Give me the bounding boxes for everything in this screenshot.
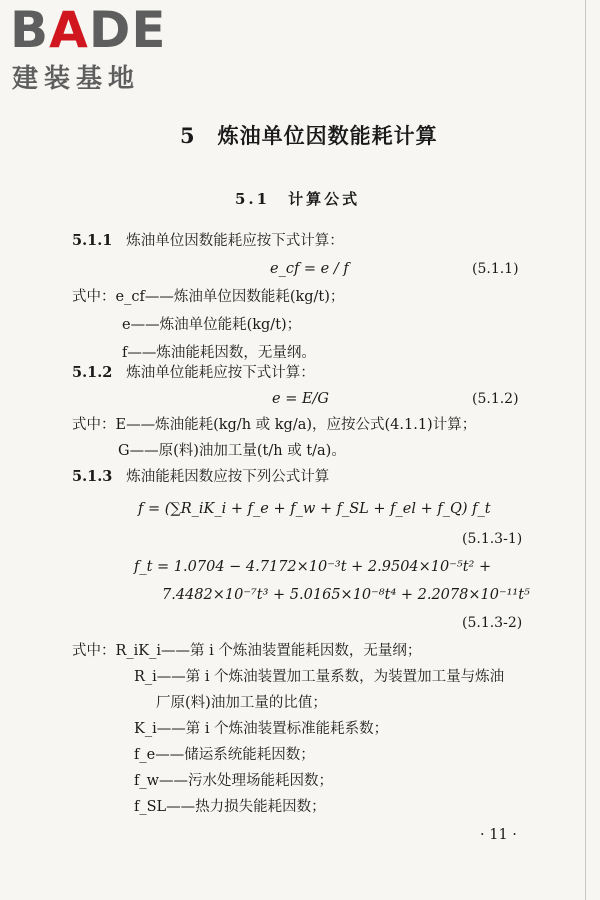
clause-text: 炼油单位能耗应按下式计算： bbox=[126, 365, 315, 381]
where-line: 式中：E——炼油能耗(kg/h 或 kg/a)，应按公式(4.1.1)计算； bbox=[72, 417, 477, 433]
equation-label: (5.1.1) bbox=[472, 261, 519, 277]
where-line: R_i——第 i 个炼油装置加工量系数，为装置加工量与炼油 bbox=[134, 669, 505, 685]
where-line: f_w——污水处理场能耗因数； bbox=[134, 773, 334, 789]
equation-5-1-3-2-line2: 7.4482×10⁻⁷t³ + 5.0165×10⁻⁸t⁴ + 2.2078×10⁻¹¹t⁵ bbox=[162, 587, 530, 603]
page-number: · 11 · bbox=[480, 827, 517, 843]
where-line: e——炼油单位能耗(kg/t)； bbox=[122, 317, 302, 333]
clause-5-1-3 bbox=[72, 468, 329, 486]
equation-label: (5.1.2) bbox=[472, 391, 519, 407]
equation-5-1-1: e_cf = e / f bbox=[270, 261, 349, 277]
clause-number: 5.1.1 bbox=[72, 232, 113, 249]
bade-logo: BADE bbox=[10, 1, 167, 59]
clause-5-1-1 bbox=[72, 232, 344, 250]
where-line: 式中：R_iK_i——第 i 个炼油装置能耗因数，无量纲； bbox=[72, 643, 422, 659]
where-line: K_i——第 i 个炼油装置标准能耗系数； bbox=[134, 721, 389, 737]
chapter-title: 5 炼油单位因数能耗计算 bbox=[180, 123, 438, 148]
clause-text: 炼油单位因数能耗应按下式计算： bbox=[126, 233, 344, 249]
section-title: 5.1 计算公式 bbox=[235, 190, 361, 208]
equation-label: (5.1.3-2) bbox=[462, 615, 523, 631]
where-line: 厂原(料)油加工量的比值； bbox=[156, 695, 327, 711]
scan-edge-divider bbox=[585, 0, 586, 900]
where-line: f_e——储运系统能耗因数； bbox=[134, 747, 315, 763]
clause-number: 5.1.2 bbox=[72, 364, 113, 381]
where-line: 式中：e_cf——炼油单位因数能耗(kg/t)； bbox=[72, 289, 345, 305]
where-line: f_SL——热力损失能耗因数； bbox=[134, 799, 326, 815]
clause-text: 炼油能耗因数应按下列公式计算 bbox=[126, 469, 330, 485]
equation-5-1-2: e = E/G bbox=[272, 391, 330, 407]
equation-label: (5.1.3-1) bbox=[462, 531, 523, 547]
clause-number: 5.1.3 bbox=[72, 468, 113, 485]
logo-subtitle: 建装基地 bbox=[12, 64, 141, 94]
equation-5-1-3-2-line1: f_t = 1.0704 − 4.7172×10⁻³t + 2.9504×10⁻⁵t² + bbox=[134, 559, 492, 575]
equation-5-1-3-1: f = (∑R_iK_i + f_e + f_w + f_SL + f_el + f_Q) f_t bbox=[138, 501, 491, 517]
clause-5-1-2 bbox=[72, 364, 315, 382]
where-line: f——炼油能耗因数，无量纲。 bbox=[122, 345, 316, 361]
where-line: G——原(料)油加工量(t/h 或 t/a)。 bbox=[118, 443, 346, 459]
